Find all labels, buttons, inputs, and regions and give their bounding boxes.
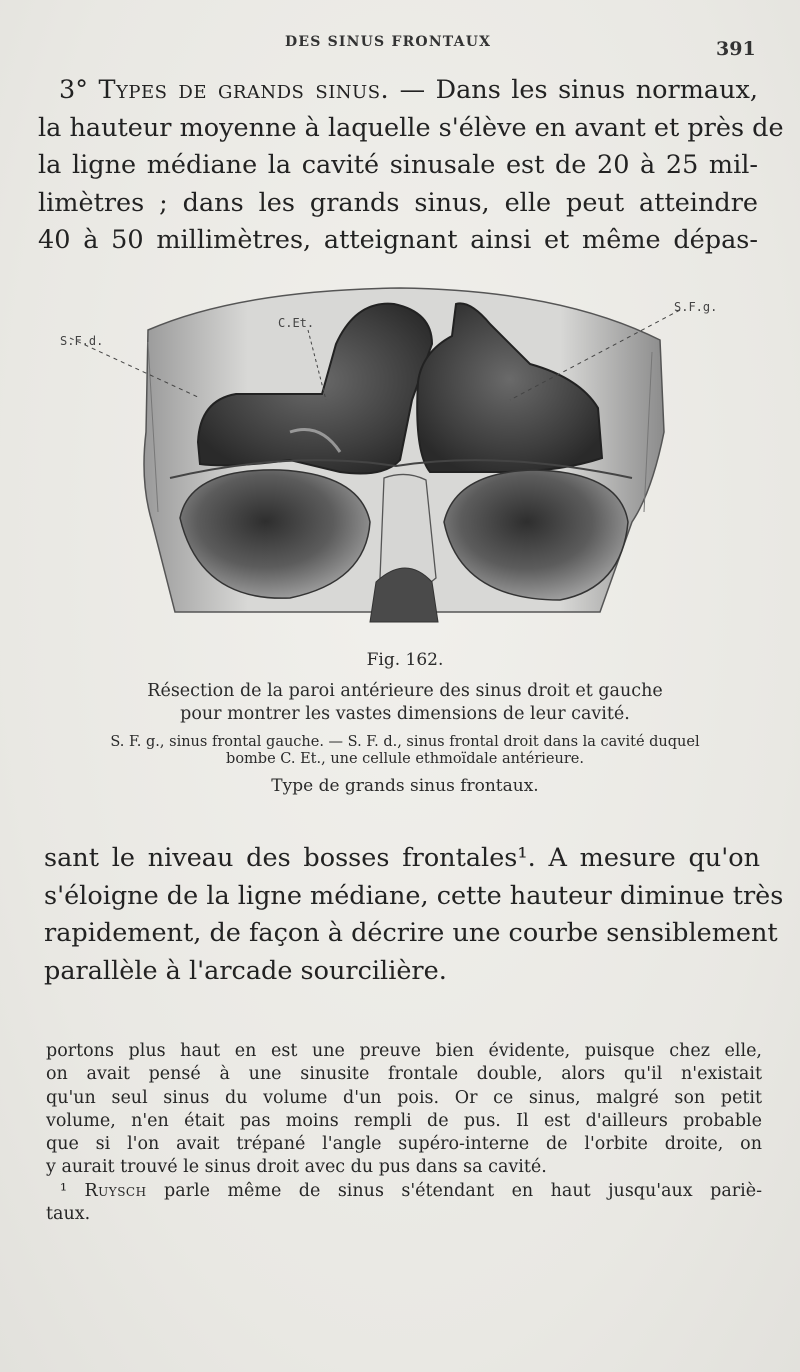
text-line: la ligne médiane la cavité sinusale est de 20 à 25 mil-: [38, 150, 758, 180]
paragraph-continuation: [44, 840, 784, 990]
text-line: parallèle à l'arcade sourcilière.: [44, 955, 447, 986]
section-heading: Types de grands sinus.: [98, 75, 390, 105]
text-line: sant le niveau des bosses frontales¹. A mesure qu'on: [44, 843, 760, 873]
text-run: parle même de sinus s'étendant en haut jusqu'aux pariè-: [146, 1181, 762, 1201]
text-line: rapidement, de façon à décrire une courbe sensiblement: [44, 918, 778, 948]
text-line: limètres ; dans les grands sinus, elle peut atteindre: [38, 187, 758, 218]
heading-number: 3°: [58, 75, 88, 105]
figure-legend: [40, 734, 770, 768]
footnote-continuation: [46, 1040, 762, 1180]
caption-line: pour montrer les vastes dimensions de leur cavité.: [180, 704, 630, 724]
text-line: [38, 72, 758, 110]
figure-number: Fig. 162.: [366, 650, 444, 670]
text-line: y aurait trouvé le sinus droit avec du pus dans sa cavité.: [46, 1157, 547, 1178]
paragraph-types-grands-sinus: [38, 72, 784, 260]
figure-title: Type de grands sinus frontaux.: [271, 776, 539, 796]
text-line: qu'un seul sinus du volume d'un pois. Or ce sinus, malgré son petit: [46, 1087, 762, 1108]
page-number: 391: [716, 38, 756, 60]
legend-line: S. F. g., sinus frontal gauche. — S. F. d., sinus frontal droit dans la cavité duquel: [110, 734, 700, 750]
anatomical-figure: [40, 282, 770, 662]
text-line: portons plus haut en est une preuve bien évidente, puisque chez elle,: [46, 1041, 762, 1061]
text-line: taux.: [46, 1204, 91, 1225]
footnote-author: Ruysch: [84, 1181, 147, 1201]
legend-line: bombe C. Et., une cellule ethmoïdale antérieure.: [226, 751, 584, 767]
skull-illustration: [40, 282, 770, 652]
footnote: [46, 1180, 762, 1227]
text-line: que si l'on avait trépané l'angle supéro-interne de l'orbite droite, on: [46, 1134, 762, 1155]
figure-caption: [40, 680, 770, 726]
caption-line: Résection de la paroi antérieure des sinus droit et gauche: [147, 681, 663, 701]
label-sinus-frontal-gauche: S.F.g.: [674, 300, 718, 314]
text-run: — Dans les sinus normaux,: [389, 75, 758, 105]
running-title: DES SINUS FRONTAUX: [285, 34, 492, 50]
text-line: 40 à 50 millimètres, atteignant ainsi et même dépas-: [38, 225, 758, 255]
text-line: volume, n'en était pas moins rempli de pus. Il est d'ailleurs probable: [46, 1110, 762, 1131]
label-cellule-ethmoidale: C.Et.: [278, 316, 315, 330]
text-line: s'éloigne de la ligne médiane, cette hauteur diminue très: [44, 880, 784, 911]
footnote-marker: ¹: [60, 1181, 68, 1201]
text-line: la hauteur moyenne à laquelle s'élève en avant et près de: [38, 112, 784, 143]
page-header: [0, 34, 800, 58]
label-sinus-frontal-droit: S.F.d.: [60, 334, 104, 348]
text-line: on avait pensé à une sinusite frontale double, alors qu'il n'existait: [46, 1064, 762, 1085]
text-line: [46, 1180, 762, 1203]
